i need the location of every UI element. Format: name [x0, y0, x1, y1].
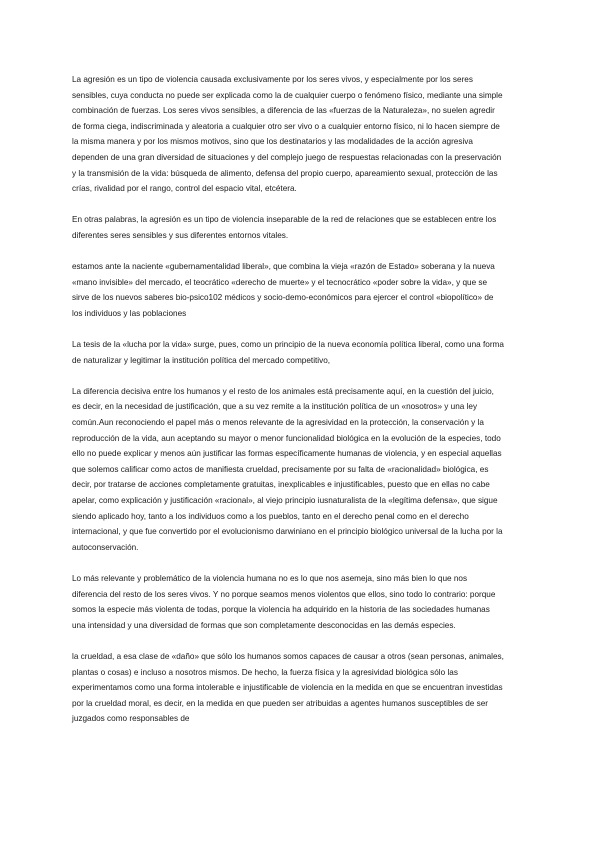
paragraph-aggression-definition: La agresión es un tipo de violencia causada exclusivamente por los seres vivos, y especialmente por los seres sensibles, cuya conducta no puede ser explicada como la de cualquier cuerpo o fenómeno físico, mediante una simple combinación de fuerzas. Los seres vivos sensibles, a diferencia de las «fuerzas de la Naturaleza», no suelen agredir de forma ciega, indiscriminada y aleatoria a cualquier otro ser vivo o a cualquier entorno físico, ni lo hacen siempre de la misma manera y por los mismos motivos, sino que los destinatarios y las modalidades de la acción agresiva dependen de una gran diversidad de situaciones y del complejo juego de respuestas relacionadas con la preservación y la transmisión de la vida: búsqueda de alimento, defensa del propio cuerpo, apareamiento sexual, protección de las crías, rivalidad por el rango, control del espacio vital, etcétera. — [72, 75, 503, 194]
paragraph-cruelty: la crueldad, a esa clase de «daño» que sólo los humanos somos capaces de causar a otros (sean personas, animales, plantas o cosas) e incluso a nosotros mismos. De hecho, la fuerza física y la agresividad biológica sólo las experimentamos como una forma intolerable e injustificable de violencia en la medida en que se encuentran investidas por la crueldad moral, es decir, en la medida en que pueden ser atribuidas a agentes humanos susceptibles de ser juzgados como responsables de — [72, 651, 504, 724]
paragraph-liberal-governmentality: estamos ante la naciente «gubernamentalidad liberal», que combina la vieja «razón de Estado» soberana y la nueva «mano invisible» del mercado, el teocrático «derecho de muerte» y el tecnocrático «poder sobre la vida», y que se sirve de los nuevos saberes bio-psico102 médicos y socio-demo-económicos para ejercer el control «biopolítico» de los individuos y las poblaciones — [72, 262, 495, 318]
document-page — [72, 72, 504, 743]
paragraph-struggle-for-life: La tesis de la «lucha por la vida» surge, pues, como un principio de la nueva economía política liberal, como una forma de naturalizar y legitimar la institución política del mercado competitivo, — [72, 340, 504, 365]
paragraph-human-violence: Lo más relevante y problemático de la violencia humana no es lo que nos asemeja, sino más bien lo que nos diferencia del resto de los seres vivos. Y no porque seamos menos violentos que ellos, sino todo lo contrario: porque somos la especie más violenta de todas, porque la violencia ha adquirido en la historia de las sociedades humanas una intensidad y una diversidad de formas que son completamente desconocidas en las demás especies. — [72, 574, 496, 630]
paragraph-other-words: En otras palabras, la agresión es un tipo de violencia inseparable de la red de relaciones que se establecen entre los diferentes seres sensibles y sus diferentes entornos vitales. — [72, 215, 497, 240]
paragraph-decisive-difference: La diferencia decisiva entre los humanos y el resto de los animales está precisamente aquí, en la cuestión del juicio, es decir, en la necesidad de justificación, que a su vez remite a la institución política de un «nosotros» y una ley común.Aun reconociendo el papel más o menos relevante de la agresividad en la protección, la conservación y la reproducción de la vida, aun aceptando su mayor o menor funcionalidad biológica en la evolución de la especies, todo ello no puede explicar y menos aún justificar las formas específicamente humanas de violencia, y en especial aquellas que solemos calificar como actos de manifiesta crueldad, precisamente por su falta de «racionalidad» biológica, es decir, por tratarse de acciones completamente gratuitas, inexplicables e injustificables, puesto que en ellas no cabe apelar, como explicación y justificación «racional», al viejo principio iusnaturalista de la «legítima defensa», que sigue siendo aplicado hoy, tanto a los individuos como a los pueblos, tanto en el derecho penal como en el derecho internacional, y que fue convertido por el evolucionismo darwiniano en el principio biológico universal de la lucha por la autoconservación. — [72, 386, 503, 552]
